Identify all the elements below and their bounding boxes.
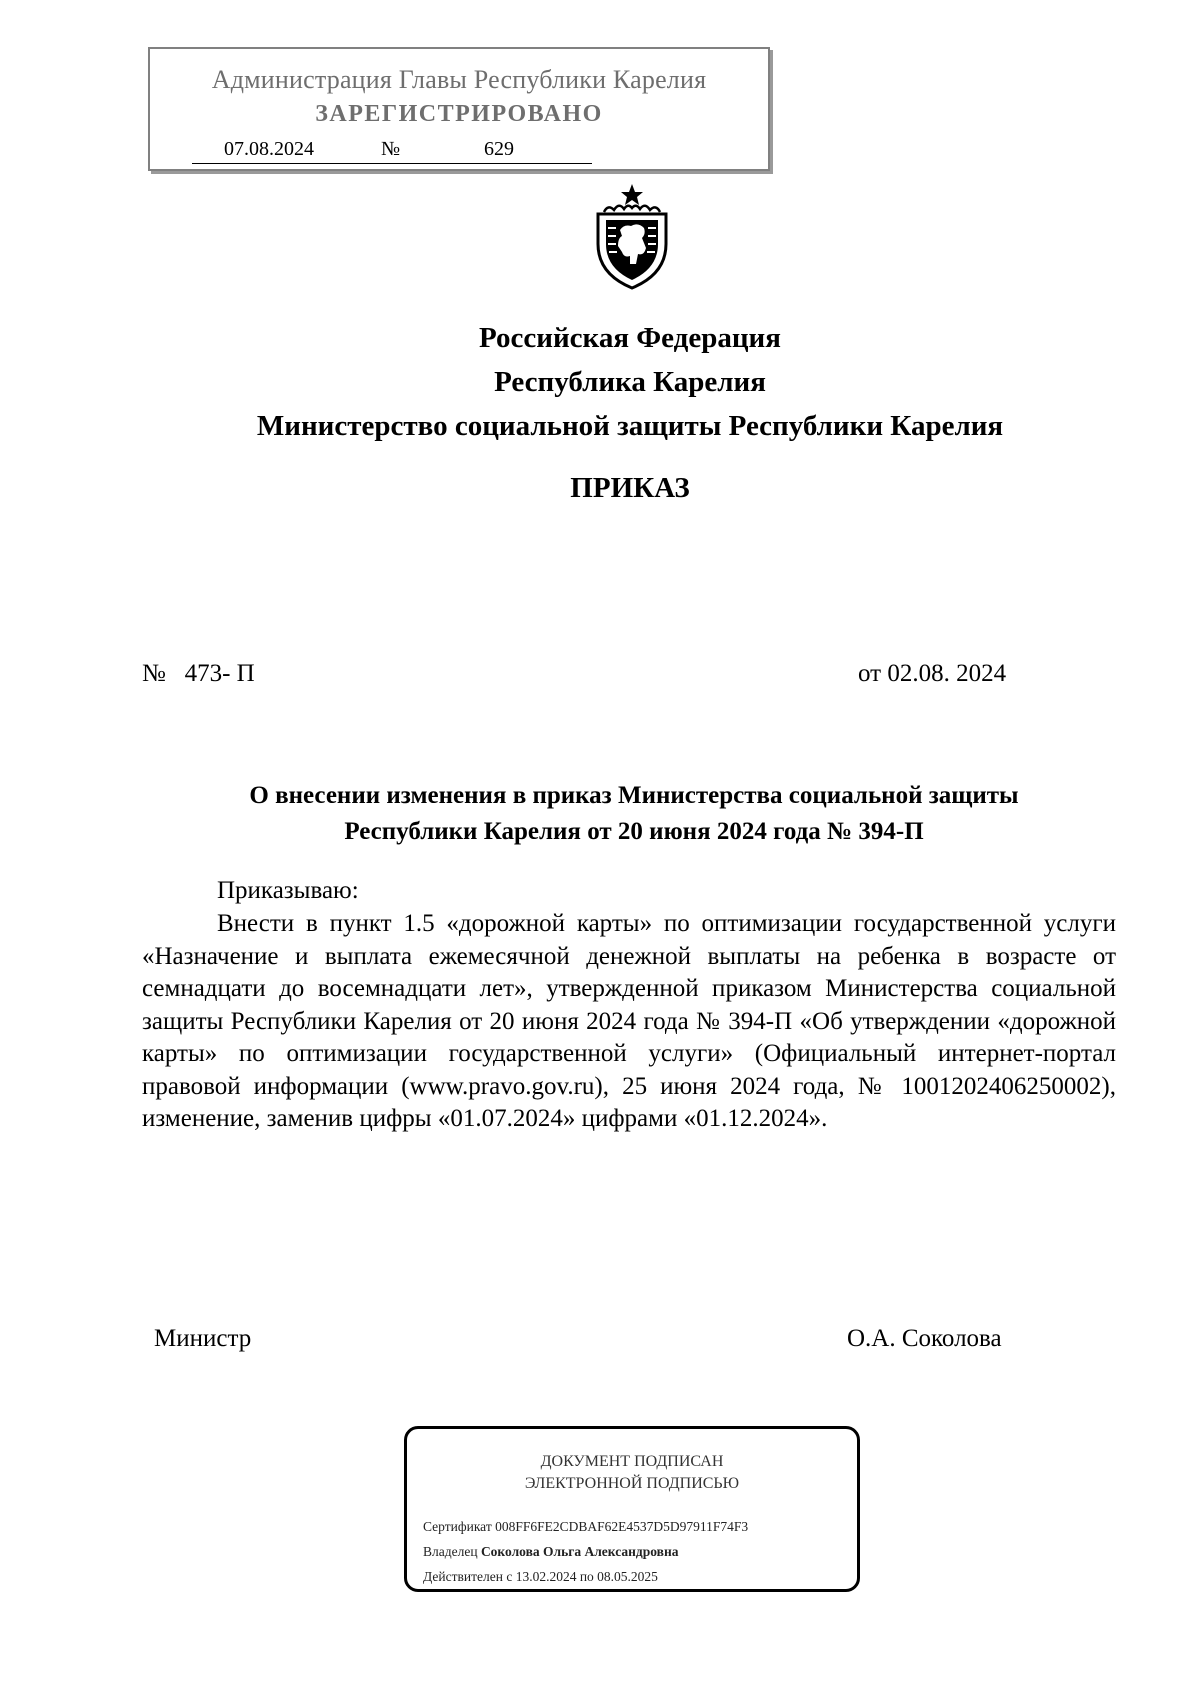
signer-position: Министр <box>154 1325 252 1352</box>
header-republic: Республика Карелия <box>494 366 766 398</box>
registration-date: 07.08.2024 <box>224 138 314 160</box>
karelia-coat-of-arms-icon <box>584 182 680 292</box>
esign-title-line-2: ЭЛЕКТРОННОЙ ПОДПИСЬЮ <box>524 1475 740 1492</box>
body-intro: Приказываю: <box>217 877 359 904</box>
esign-valid-to: 08.05.2025 <box>597 1569 658 1584</box>
document-title-line-1: О внесении изменения в приказ Министерства социальной защиты <box>249 782 1019 809</box>
document-type: ПРИКАЗ <box>570 472 690 504</box>
esign-owner: Соколова Ольга Александровна <box>480 1544 679 1559</box>
electronic-signature-stamp <box>404 1426 860 1592</box>
esign-title <box>407 1451 857 1495</box>
order-date: от 02.08. 2024 <box>858 660 1007 687</box>
registration-number-label: № <box>381 138 401 160</box>
esign-certificate: 008FF6FE2CDBAF62E4537D5D97911F74F3 <box>495 1519 749 1534</box>
body-paragraph: Внести в пункт 1.5 «дорожной карты» по оптимизации государственной услуги «Назначение и выплата ежемесячной денежной выплаты на ребенка в возрасте от семнадцати до восемнадцати лет», утвержденной приказом Министерства социальной защиты Республики Карелия от 20 июня 2024 года № 394-П «Об утверждении «дорожной карты» по оптимизации государственной услуги» (Официальный интернет-портал правовой информации (www.pravo.gov.ru), 25 июня 2024 года, № 1001202406250002), изменение, заменив цифры «01.07.2024» цифрами «01.12.2024». <box>142 910 1116 1132</box>
registration-stamp-status: ЗАРЕГИСТРИРОВАНО <box>315 101 603 127</box>
document-title <box>160 778 1108 850</box>
order-number: № 473- П <box>142 660 255 687</box>
header-country: Российская Федерация <box>479 322 781 354</box>
esign-valid-from: 13.02.2024 <box>515 1569 577 1584</box>
esign-certificate-label: Сертификат <box>423 1519 492 1534</box>
registration-number: 629 <box>484 138 514 160</box>
registration-stamp-organization: Администрация Главы Республики Карелия <box>211 65 707 94</box>
esign-validity-row <box>423 1569 658 1585</box>
esign-valid-from-label: с <box>506 1569 513 1584</box>
esign-valid-to-label: по <box>579 1569 594 1584</box>
esign-owner-label: Владелец <box>423 1544 478 1559</box>
esign-title-line-1: ДОКУМЕНТ ПОДПИСАН <box>540 1453 724 1470</box>
esign-owner-row <box>423 1544 679 1560</box>
registration-stamp <box>148 47 770 171</box>
signer-name: О.А. Соколова <box>847 1325 1002 1352</box>
esign-valid-label: Действителен <box>423 1569 503 1584</box>
document-title-line-2: Республики Карелия от 20 июня 2024 года № 394-П <box>344 818 924 845</box>
esign-certificate-row <box>423 1519 748 1535</box>
registration-stamp-line <box>192 137 592 164</box>
header-ministry: Министерство социальной защиты Республики Карелия <box>256 410 1004 442</box>
